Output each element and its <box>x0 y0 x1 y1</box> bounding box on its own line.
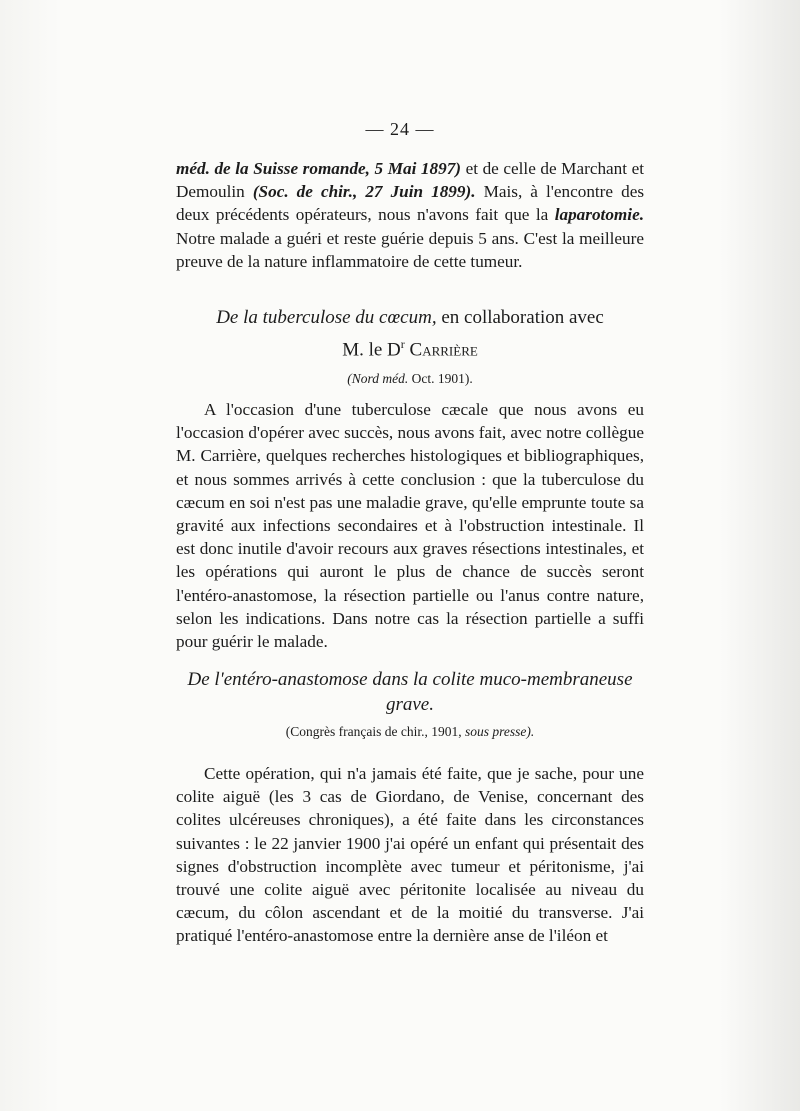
section2-body-text: Cette opération, qui n'a jamais été faite, que je sache, pour une colite aiguë (les 3 cas de Giordano, de Venise, concernant des colites ulcéreuses chroniques), a été faite dans les circonstances suivantes : le 22 janvier 1900 j'ai opéré un enfant qui présentait des signes d'obstruction incomplète avec tumeur et péritonisme, j'ai trouvé une colite aiguë avec péritonite localisée au niveau du cæcum, du côlon ascendant et de la moitié du transverse. J'ai pratiqué l'entéro-anastomose entre la dernière anse de l'iléon et <box>176 764 644 946</box>
section1-author-name: Carrière <box>404 339 478 361</box>
section1-author-prefix: M. le D <box>342 339 401 361</box>
section1-author-sup: r <box>400 337 405 351</box>
intro-text <box>176 157 644 273</box>
section2-heading <box>170 667 650 741</box>
intro-segment: Notre malade a guéri et reste guérie depuis 5 ans. C'est la meilleure preuve de la nature inflammatoire de cette tumeur. <box>176 228 644 271</box>
section2-title-2 <box>170 692 650 717</box>
section1-title <box>176 305 644 330</box>
page-number: — 24 — <box>365 119 435 139</box>
section2-citation-italic: sous presse). <box>464 724 535 739</box>
section1-title-rest: en collaboration avec <box>436 307 604 328</box>
section1-title-italic: De la tuberculose du cœcum, <box>216 307 437 328</box>
intro-segment: méd. de la Suisse romande, 5 Mai 1897) <box>176 159 462 178</box>
section2-body <box>176 762 644 948</box>
section1-body <box>176 398 644 653</box>
intro-segment: (Soc. de chir., 27 Juin 1899). <box>252 182 476 202</box>
section2-title-line2: grave. <box>385 694 434 715</box>
intro-segment: laparotomie. <box>554 205 644 225</box>
section1-citation <box>176 370 644 388</box>
intro-segment: Mais, à l'encontre des deux précédents opérateurs, nous n'avons fait que la <box>176 182 645 225</box>
section2-citation <box>170 723 650 741</box>
section1-body-text: A l'occasion d'une tuberculose cæcale que nous avons eu l'occasion d'opérer avec succès, nous avons fait, avec notre collègue M. Carrière, quelques recherches histologiques et bibliographiques, et nous sommes arrivés à cette conclusion : que la tuberculose du cæcum en soi n'est pas une maladie grave, qu'elle emprunte toute sa gravité aux infections secondaires et à l'obstruction intestinale. Il est donc inutile d'avoir recours aux graves résections intestinales, et les opérations qui auront le plus de chance de succès seront l'entéro-anastomose, la résection partielle ou l'anus contre nature, selon les indications. Dans notre cas la résection partielle a suffi pour guérir le malade. <box>176 400 644 652</box>
intro-segment: et de celle de Marchant et Demoulin <box>176 159 645 202</box>
section2-citation-rest: (Congrès français de chir., 1901, <box>285 724 465 739</box>
section2-title-line1: De l'entéro-anastomose dans la colite muco-membraneuse <box>187 669 633 690</box>
section1-heading <box>176 305 644 388</box>
section1-citation-rest: Oct. 1901). <box>408 371 473 387</box>
section1-citation-italic: (Nord méd. <box>347 371 409 387</box>
section2-title <box>170 667 650 692</box>
section1-author <box>176 332 644 362</box>
intro-paragraph <box>176 157 644 273</box>
